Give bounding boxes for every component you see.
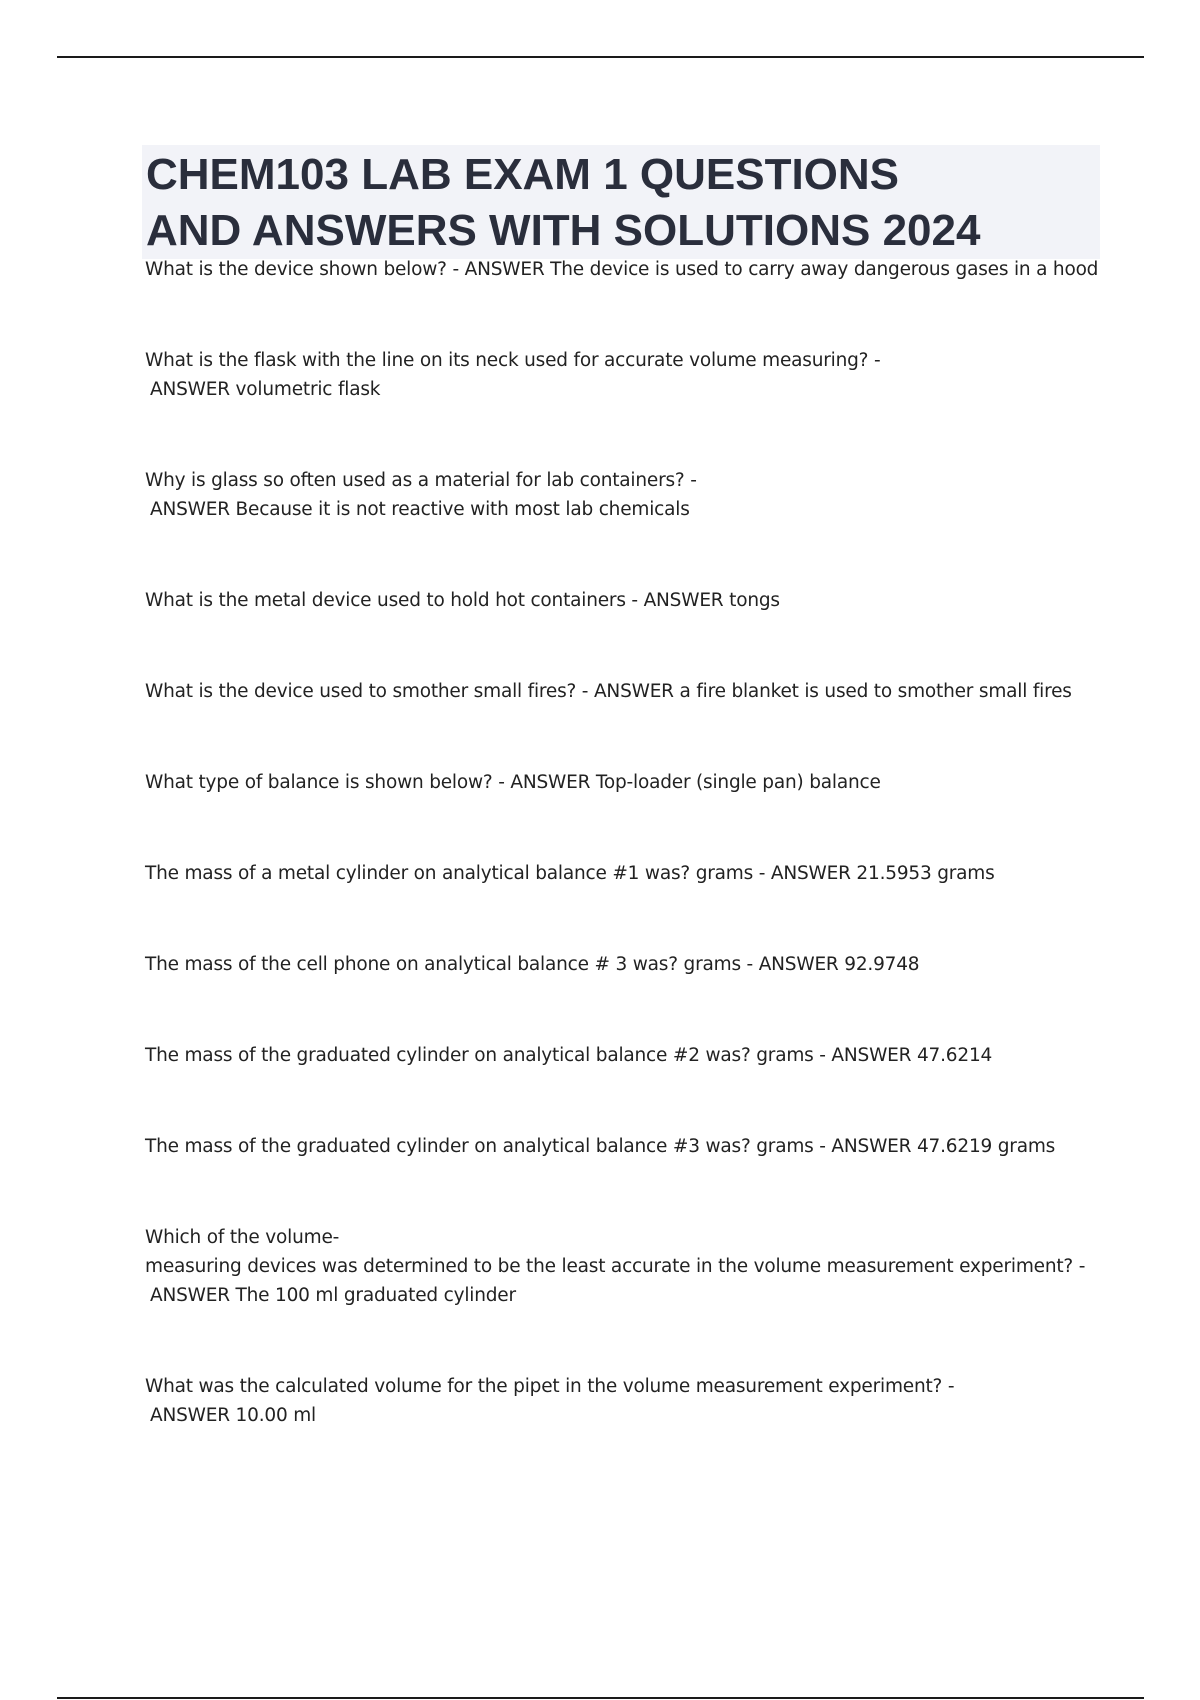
- answer-text: ANSWER 10.00 ml: [150, 1405, 316, 1426]
- bottom-rule: [57, 1697, 1144, 1699]
- qa-item-5: [145, 677, 1072, 706]
- qa-item-8: [145, 950, 919, 979]
- question-text: What is the device used to smother small fires? - ANSWER a fire blanket is used to smother small fires: [145, 681, 1072, 702]
- answer-text: ANSWER volumetric flask: [150, 379, 381, 400]
- qa-item-3: [145, 466, 697, 524]
- question-text: What was the calculated volume for the pipet in the volume measurement experiment? -: [145, 1376, 955, 1397]
- question-text: What type of balance is shown below? - ANSWER Top-loader (single pan) balance: [145, 772, 881, 793]
- question-text: Why is glass so often used as a material for lab containers? -: [145, 470, 697, 491]
- question-text: The mass of the graduated cylinder on analytical balance #2 was? grams - ANSWER 47.6214: [145, 1045, 993, 1066]
- qa-item-11: [145, 1223, 1085, 1310]
- qa-item-1: [145, 255, 1098, 284]
- question-text: The mass of the graduated cylinder on analytical balance #3 was? grams - ANSWER 47.6219 grams: [145, 1136, 1056, 1157]
- question-text: What is the flask with the line on its neck used for accurate volume measuring? -: [145, 350, 881, 371]
- question-text: The mass of a metal cylinder on analytical balance #1 was? grams - ANSWER 21.5953 grams: [145, 863, 995, 884]
- qa-item-2: [145, 346, 880, 404]
- question-text: What is the metal device used to hold hot containers - ANSWER tongs: [145, 590, 780, 611]
- answer-text: ANSWER Because it is not reactive with most lab chemicals: [150, 499, 690, 520]
- question-text: The mass of the cell phone on analytical balance # 3 was? grams - ANSWER 92.9748: [145, 954, 920, 975]
- question-text-continued: measuring devices was determined to be the least accurate in the volume measurement experiment? -: [145, 1256, 1086, 1277]
- question-text: What is the device shown below? - ANSWER The device is used to carry away dangerous gases in a hood: [145, 259, 1099, 280]
- question-text: Which of the volume-: [145, 1227, 340, 1248]
- qa-item-12: [145, 1372, 954, 1430]
- top-rule: [57, 56, 1144, 58]
- qa-item-10: [145, 1132, 1055, 1161]
- qa-item-6: [145, 768, 881, 797]
- document-title: [142, 145, 1100, 259]
- qa-item-7: [145, 859, 995, 888]
- qa-item-4: [145, 586, 780, 615]
- title-line-1: CHEM103 LAB EXAM 1 QUESTIONS: [146, 150, 900, 199]
- document-header: [142, 145, 1102, 259]
- title-line-2: AND ANSWERS WITH SOLUTIONS 2024: [146, 206, 981, 255]
- answer-text: ANSWER The 100 ml graduated cylinder: [150, 1285, 516, 1306]
- qa-item-9: [145, 1041, 992, 1070]
